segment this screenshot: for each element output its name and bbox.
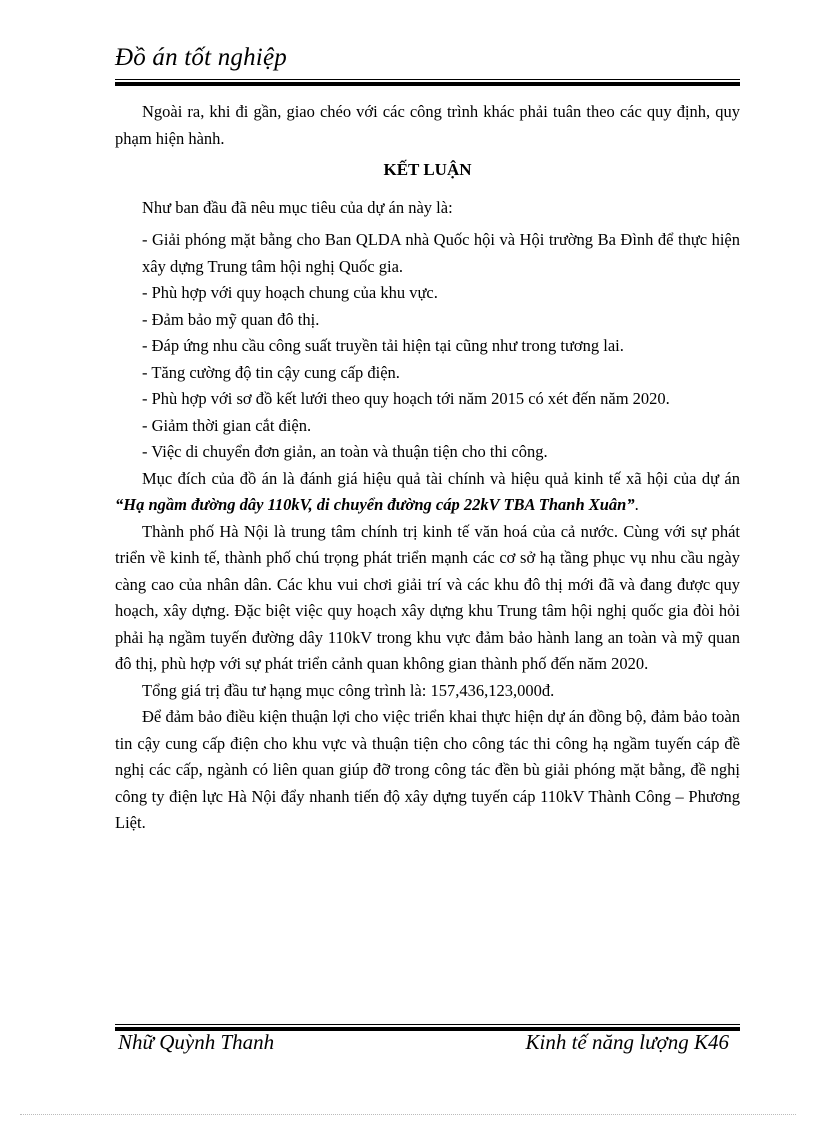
document-header-title: Đồ án tốt nghiệp <box>115 44 287 71</box>
goals-intro: Như ban đầu đã nêu mục tiêu của dự án này là: <box>142 197 453 217</box>
intro-paragraph: Ngoài ra, khi đi gần, giao chéo với các công trình khác phải tuân theo các quy định, quy phạm hiện hành. <box>115 102 740 148</box>
project-name: “Hạ ngầm đường dây 110kV, di chuyển đường cáp 22kV TBA Thanh Xuân” <box>115 495 635 514</box>
section-heading: KẾT LUẬN <box>383 160 472 179</box>
purpose-suffix: . <box>634 495 639 514</box>
document-body <box>115 99 740 837</box>
goal-item: - Giải phóng mặt bằng cho Ban QLDA nhà Quốc hội và Hội trường Ba Đình để thực hiện xây dựng Trung tâm hội nghị Quốc gia. <box>142 230 740 276</box>
purpose-paragraph <box>115 466 740 519</box>
goal-item: - Tăng cường độ tin cậy cung cấp điện. <box>142 362 400 382</box>
goal-item: - Việc di chuyển đơn giản, an toàn và thuận tiện cho thi công. <box>142 442 548 461</box>
goal-item: - Giảm thời gian cắt điện. <box>142 415 312 435</box>
goal-item: - Phù hợp với quy hoạch chung của khu vực. <box>142 283 438 302</box>
final-paragraph: Để đảm bảo điều kiện thuận lợi cho việc triển khai thực hiện dự án đồng bộ, đảm bảo toàn tin cậy cung cấp điện cho khu vực và thuận tiện cho công tác thi công hạ ngầm tuyến cáp đề nghị các cấp, ngành có liên quan giúp đỡ trong công tác đền bù giải phóng mặt bằng, đề nghị công ty điện lực Hà Nội đẩy nhanh tiến độ xây dựng tuyến cáp 110kV Thành Công – Phương Liệt. <box>115 707 740 832</box>
footer-rule-thin <box>115 1024 740 1025</box>
purpose-prefix: Mục đích của đồ án là đánh giá hiệu quả tài chính và hiệu quả kinh tế xã hội của dự án <box>142 468 740 488</box>
investment-paragraph: Tổng giá trị đầu tư hạng mục công trình là: 157,436,123,000đ. <box>142 680 555 700</box>
header-rule-thin <box>115 79 740 80</box>
header-rule-thick <box>115 82 740 86</box>
goal-item: - Đảm bảo mỹ quan đô thị. <box>142 309 320 329</box>
hanoi-paragraph: Thành phố Hà Nội là trung tâm chính trị kinh tế văn hoá của cả nước. Cùng với sự phát triển về kinh tế, thành phố chú trọng phát triển mạnh các cơ sở hạ tầng phục vụ nhu cầu ngày càng cao của nhân dân. Các khu vui chơi giải trí và các khu đô thị mới đã và đang được quy hoạch, xây dựng. Đặc biệt việc quy hoạch xây dựng khu Trung tâm hội nghị quốc gia đòi hỏi phải hạ ngầm tuyến đường dây 110kV trong khu vực đảm bảo hành lang an toàn và mỹ quan đô thị, phù hợp với sự phát triển cảnh quan không gian thành phố đến năm 2020. <box>115 521 740 673</box>
goal-item: - Đáp ứng nhu cầu công suất truyền tải hiện tại cũng như trong tương lai. <box>142 336 624 355</box>
footer-class: Kinh tế năng lượng K46 <box>525 1030 729 1054</box>
footer-author: Nhữ Quỳnh Thanh <box>118 1030 275 1054</box>
page-bottom-border <box>20 1114 796 1115</box>
goal-item: - Phù hợp với sơ đồ kết lưới theo quy hoạch tới năm 2015 có xét đến năm 2020. <box>142 389 670 408</box>
